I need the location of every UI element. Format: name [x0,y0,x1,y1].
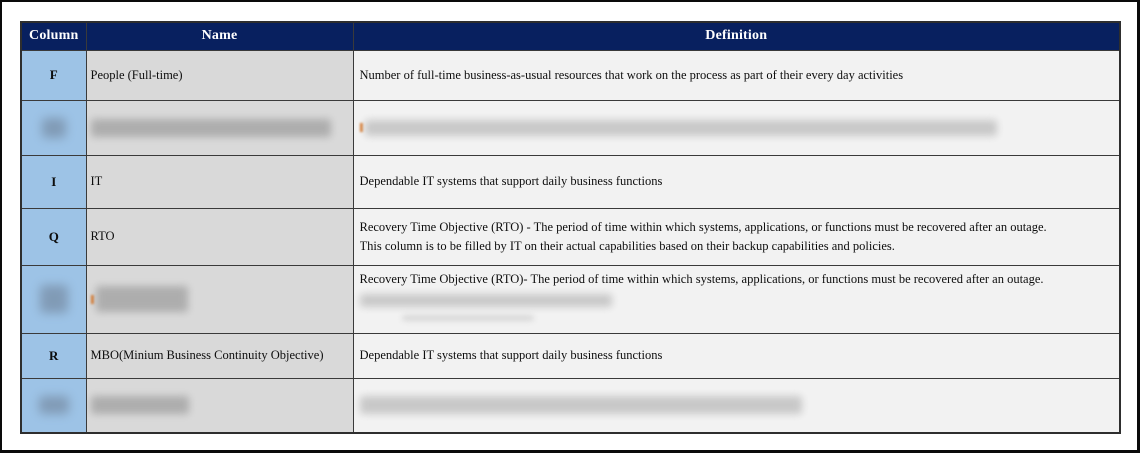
name-cell: People (Full-time) [86,50,353,100]
name-cell [86,378,353,433]
column-letter-cell [21,265,86,333]
definition-cell [353,265,1120,333]
table-row [21,155,1120,208]
definition-text: Dependable IT systems that support daily business functions [359,348,663,362]
column-letter-cell: I [21,155,86,208]
definition-cell [353,155,1120,208]
definition-text: Dependable IT systems that support daily business functions [359,174,663,188]
redacted-definition-line [360,294,612,307]
name-cell: MBO(Minium Business Continuity Objective) [86,333,353,378]
definition-cell [353,100,1120,155]
redacted-definition-text [360,396,802,414]
redaction-fleck [91,295,94,304]
definitions-table [20,21,1121,434]
column-letter-cell: Q [21,208,86,265]
definition-cell [353,50,1120,100]
header-cell-name: Name [86,22,353,50]
name-cell [86,100,353,155]
redacted-definition-text [365,120,997,136]
definition-text-line-1: Recovery Time Objective (RTO)- The period of time within which systems, applications, or functions must be recovered after an outage. [359,271,1044,286]
definition-text: Number of full-time business-as-usual resources that work on the process as part of their every day activities [359,67,904,82]
definition-text-line-1: Recovery Time Objective (RTO) - The period of time within which systems, applications, or functions must be recovered after an outage. [359,219,1047,234]
header-cell-definition: Definition [353,22,1120,50]
table-row-partially-redacted [21,265,1120,333]
definition-text-line-2: This column is to be filled by IT on their actual capabilities based on their backup capabilities and policies. [359,238,895,253]
table-row-redacted [21,100,1120,155]
redacted-letter [39,396,69,414]
redacted-letter [40,285,68,313]
redacted-name-text [96,286,188,312]
name-cell: IT [86,155,353,208]
redacted-name-text [91,119,331,137]
redaction-fleck [360,123,363,132]
redacted-letter [42,118,66,138]
column-letter-cell: R [21,333,86,378]
redacted-definition-remnant [402,315,534,321]
table-row [21,208,1120,265]
name-cell: RTO [86,208,353,265]
table-header-row [21,22,1120,50]
name-cell [86,265,353,333]
table-row [21,50,1120,100]
table-row-redacted [21,378,1120,433]
redacted-name-text [91,396,189,414]
definition-cell [353,333,1120,378]
header-cell-column: Column [21,22,86,50]
definition-cell [353,208,1120,265]
column-letter-cell: F [21,50,86,100]
column-letter-cell [21,378,86,433]
definition-cell [353,378,1120,433]
column-letter-cell [21,100,86,155]
table-row [21,333,1120,378]
